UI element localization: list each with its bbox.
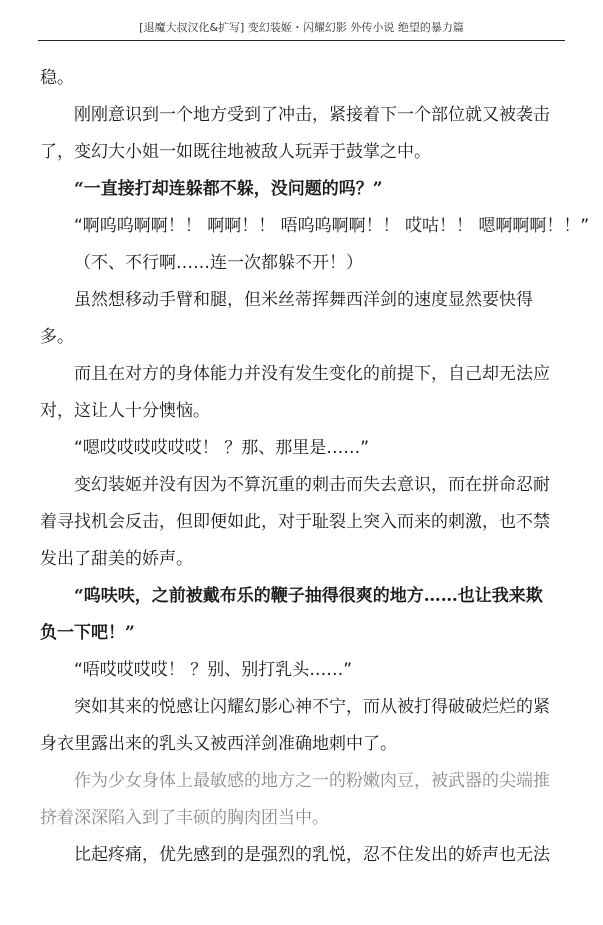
text-line: 比起疼痛，优先感到的是强烈的乳悦，忍不住发出的娇声也无法: [74, 845, 550, 865]
text-line: 了，变幻大小姐一如既往地被敌人玩弄于鼓掌之中。: [40, 142, 431, 162]
text-line: 负一下吧！”: [40, 623, 135, 643]
page-header: [38, 18, 565, 41]
text-line: “啊呜呜啊啊！！ 啊啊！！ 唔呜呜啊啊！！ 哎咕！！ 嗯啊啊啊！！”: [74, 216, 590, 236]
text-line: 刚刚意识到一个地方受到了冲击，紧接着下一个部位就又被袭击: [74, 105, 550, 125]
body-text: [40, 60, 590, 874]
text-line: 变幻装姬并没有因为不算沉重的刺击而失去意识，而在拼命忍耐: [74, 475, 550, 495]
text-line: 虽然想移动手臂和腿，但米丝蒂挥舞西洋剑的速度显然要快得: [74, 290, 533, 310]
text-line: “一直接打却连躲都不躲，没问题的吗？”: [74, 179, 383, 199]
text-line: “嗯哎哎哎哎哎哎！ ？那、那里是……”: [74, 438, 370, 458]
text-line: “呜呋呋，之前被戴布乐的鞭子抽得很爽的地方……也让我来欺: [74, 586, 543, 606]
header-title: [退魔大叔汉化&扩写] 变幻装姬・闪耀幻影 外传小说 绝望的暴力篇: [139, 21, 464, 34]
text-line: 身衣里露出来的乳头又被西洋剑准确地刺中了。: [40, 734, 397, 754]
text-line: 突如其来的悦感让闪耀幻影心神不宁，而从被打得破破烂烂的紧: [74, 697, 550, 717]
text-line: 着寻找机会反击，但即便如此，对于耻裂上突入而来的刺激，也不禁: [40, 512, 550, 532]
text-line: 对，这让人十分懊恼。: [40, 401, 210, 421]
text-line: 作为少女身体上最敏感的地方之一的粉嫩肉豆，被武器的尖端推: [74, 771, 550, 791]
text-line: 而且在对方的身体能力并没有发生变化的前提下，自己却无法应: [74, 364, 550, 384]
text-line: 稳。: [40, 68, 74, 88]
text-line: “唔哎哎哎哎！ ？别、别打乳头……”: [74, 660, 353, 680]
text-line: 发出了甜美的娇声。: [40, 549, 193, 569]
text-line: （不、不行啊……连一次都躲不开！）: [74, 253, 363, 273]
text-line: 挤着深深陷入到了丰硕的胸肉团当中。: [40, 808, 329, 828]
text-line: 多。: [40, 327, 74, 347]
